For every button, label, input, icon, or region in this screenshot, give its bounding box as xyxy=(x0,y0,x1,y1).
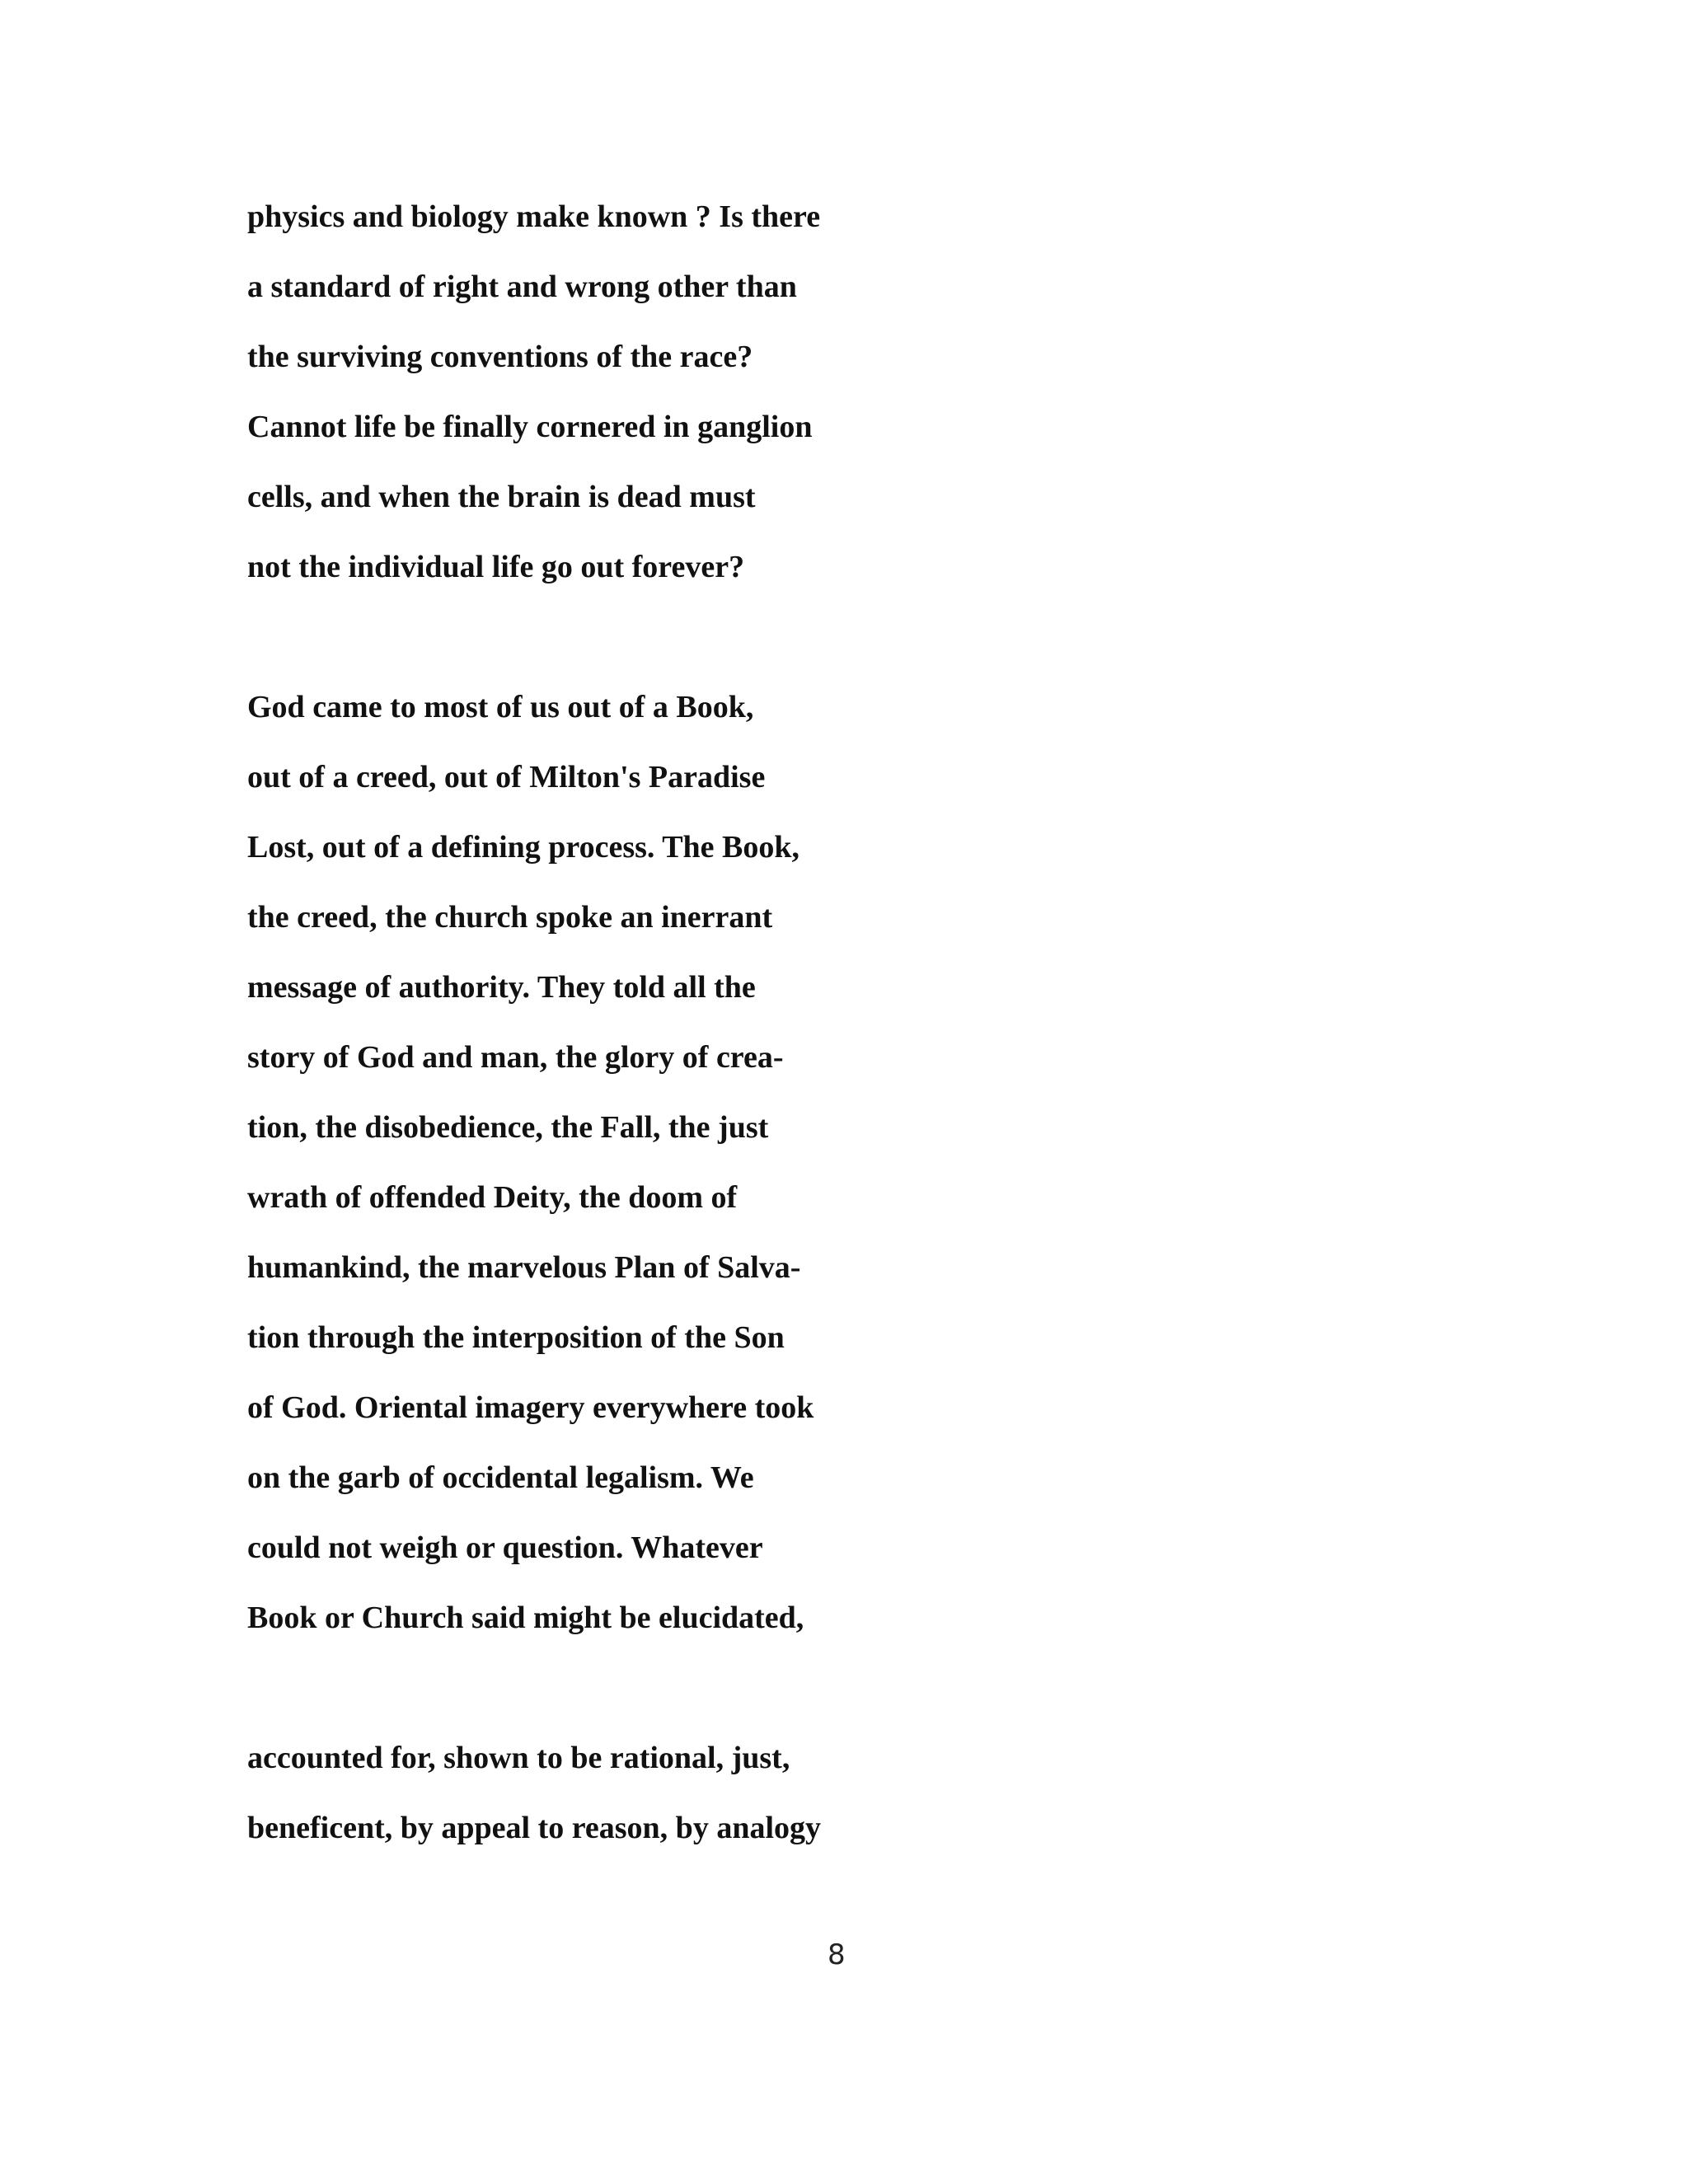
text-line: Book or Church said might be elucidated, xyxy=(247,1601,804,1635)
text-line: tion, the disobedience, the Fall, the just xyxy=(247,1110,769,1145)
text-line: the surviving conventions of the race? xyxy=(247,340,753,374)
text-line: humankind, the marvelous Plan of Salva- xyxy=(247,1250,801,1285)
text-line: tion through the interposition of the Son xyxy=(247,1320,785,1355)
text-line: a standard of right and wrong other than xyxy=(247,269,797,304)
text-line: not the individual life go out forever? xyxy=(247,550,745,584)
text-line: beneficent, by appeal to reason, by analogy xyxy=(247,1811,822,1845)
text-line: on the garb of occidental legalism. We xyxy=(247,1460,754,1495)
text-line: the creed, the church spoke an inerrant xyxy=(247,900,773,935)
text-line: Lost, out of a defining process. The Book, xyxy=(247,830,800,865)
text-line: accounted for, shown to be rational, just, xyxy=(247,1741,790,1775)
text-line: Cannot life be finally cornered in ganglion xyxy=(247,410,813,444)
text-line: could not weigh or question. Whatever xyxy=(247,1530,763,1565)
text-line: story of God and man, the glory of crea- xyxy=(247,1040,784,1075)
text-line: of God. Oriental imagery everywhere took xyxy=(247,1390,814,1425)
text-line: cells, and when the brain is dead must xyxy=(247,480,756,514)
page-number: 8 xyxy=(828,1938,846,1971)
text-line: out of a creed, out of Milton's Paradise xyxy=(247,760,766,794)
text-line: message of authority. They told all the xyxy=(247,970,756,1005)
text-line: God came to most of us out of a Book, xyxy=(247,690,754,724)
text-line: wrath of offended Deity, the doom of xyxy=(247,1180,738,1215)
text-line: physics and biology make known ? Is there xyxy=(247,199,821,234)
